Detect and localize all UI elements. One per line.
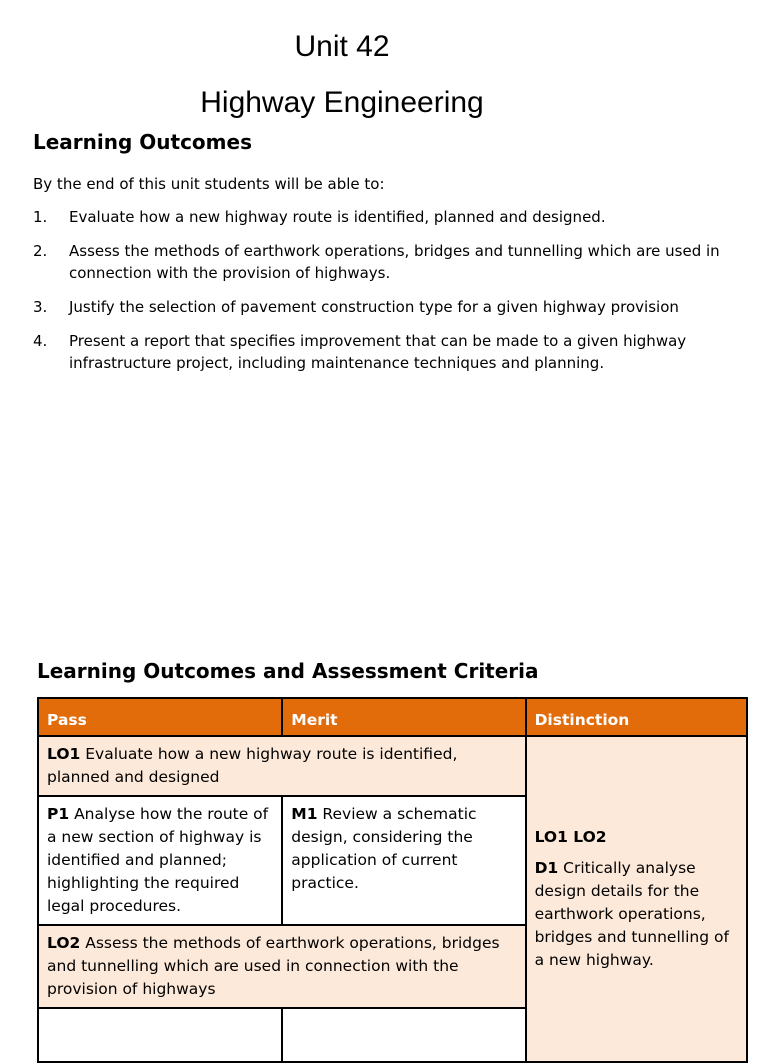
list-item-text: Justify the selection of pavement construction type for a given highway provision	[69, 298, 679, 316]
list-item	[33, 296, 733, 318]
column-header-pass: Pass	[38, 698, 282, 736]
column-header-merit: Merit	[282, 698, 525, 736]
lo2-code: LO2	[47, 934, 81, 952]
learning-outcomes-intro: By the end of this unit students will be able to:	[33, 175, 385, 193]
p1-text: Analyse how the route of a new section of highway is identified and planned; highlighting the required legal procedures.	[47, 805, 269, 915]
lo1-cell	[38, 736, 526, 796]
assessment-criteria-heading: Learning Outcomes and Assessment Criteria	[37, 659, 539, 683]
d1-code: D1	[534, 859, 559, 877]
distinction-lo-heading: LO1 LO2	[534, 828, 607, 846]
unit-number: Unit 42	[294, 30, 390, 63]
lo1-code: LO1	[47, 745, 81, 763]
d1-text: Critically analyse design details for the earthwork operations, bridges and tunnelling of a new highway.	[534, 859, 729, 969]
p1-cell	[38, 796, 282, 925]
list-item-text: Evaluate how a new highway route is identified, planned and designed.	[69, 208, 606, 226]
list-item-text: Assess the methods of earthwork operations, bridges and tunnelling which are used in connection with the provision of highways.	[69, 242, 720, 282]
table-cell-empty	[38, 1008, 282, 1062]
column-header-distinction: Distinction	[526, 698, 747, 736]
list-item-number: 4.	[33, 332, 48, 350]
unit-name: Highway Engineering	[200, 86, 484, 119]
distinction-cell	[526, 736, 747, 1062]
list-item	[33, 206, 733, 228]
table-header-row	[38, 698, 747, 736]
list-item-number: 3.	[33, 298, 48, 316]
list-item	[33, 240, 733, 284]
list-item-text: Present a report that specifies improvement that can be made to a given highway infrastructure project, including maintenance techniques and planning.	[69, 332, 687, 372]
lo1-text: Evaluate how a new highway route is identified, planned and designed	[47, 745, 458, 786]
assessment-criteria-table	[37, 697, 748, 1063]
list-item-number: 2.	[33, 242, 48, 260]
list-item-number: 1.	[33, 208, 48, 226]
m1-text: Review a schematic design, considering the application of current practice.	[291, 805, 477, 892]
m1-cell	[282, 796, 525, 925]
m1-code: M1	[291, 805, 318, 823]
lo2-text: Assess the methods of earthwork operations, bridges and tunnelling which are used in connection with the provision of highways	[47, 934, 500, 998]
p1-code: P1	[47, 805, 70, 823]
learning-outcomes-heading: Learning Outcomes	[33, 130, 252, 154]
list-item	[33, 330, 733, 374]
table-row-lo1	[38, 736, 747, 796]
learning-outcomes-list	[33, 206, 733, 386]
lo2-cell	[38, 925, 526, 1008]
table-cell-empty	[282, 1008, 525, 1062]
